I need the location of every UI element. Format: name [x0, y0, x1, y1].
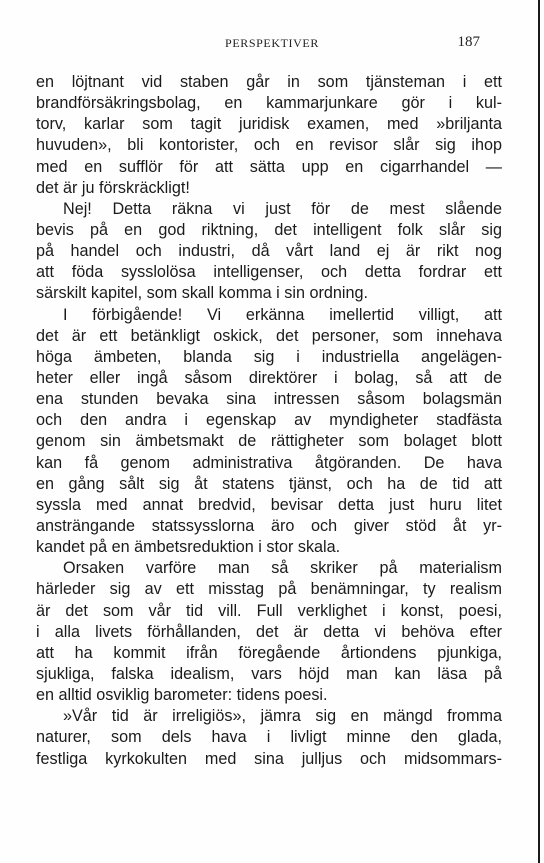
text-line: Nej! Detta räkna vi just för de mest slående	[63, 199, 502, 218]
text-line: en alltid osviklig barometer: tidens poesi.	[36, 686, 328, 705]
running-title: PERSPEKTIVER	[225, 36, 319, 50]
text-line: ena stunden bevaka sina intressen såsom bolagsmän	[36, 390, 502, 409]
text-line: på handel och industri, då vårt land ej är rikt nog	[36, 242, 502, 261]
text-line: i alla livets förhållanden, det är detta vi behöva efter	[36, 622, 502, 641]
page-edge-line	[538, 0, 540, 863]
text-line: festliga kyrkokulten med sina julljus och midsommars-	[36, 749, 502, 768]
text-line: att ha kommit ifrån föregående årtiondens pjunkiga,	[36, 643, 502, 662]
body-text	[36, 72, 502, 770]
text-line: med en sufflör för att sätta upp en cigarrhandel —	[36, 157, 502, 176]
text-line: det är ju förskräckligt!	[36, 178, 190, 197]
page-number: 187	[457, 34, 480, 50]
text-line: en löjtnant vid staben går in som tjänsteman i ett	[36, 73, 502, 91]
text-line: torv, karlar som tagit juridisk examen, med »briljanta	[36, 115, 502, 134]
text-line: ansträngande statssysslorna äro och giver stöd åt yr-	[36, 516, 502, 535]
text-line: genom sin ämbetsmakt de rättigheter som bolaget blott	[36, 432, 502, 451]
text-line: det är ett betänkligt oskick, det personer, som innehava	[36, 326, 502, 345]
text-line: naturer, som dels hava i livligt minne den glada,	[36, 728, 502, 747]
text-line: att föda sysslolösa intelligenser, och detta fordrar ett	[36, 263, 502, 282]
text-line: Orsaken varföre man så skriker på materialism	[63, 559, 502, 578]
text-line: kan få genom administrativa åtgöranden. De hava	[36, 453, 502, 472]
text-line: I förbigående! Vi erkänna imellertid villigt, att	[63, 305, 502, 324]
text-line: syssla med annat bredvid, bevisar detta just huru litet	[36, 495, 502, 514]
text-line: härleder sig av ett misstag på benämningar, ty realism	[36, 580, 502, 599]
text-line: bevis på en god riktning, det intelligent folk slår sig	[36, 220, 502, 239]
text-line: särskilt kapitel, som skall komma i sin ordning.	[36, 284, 368, 303]
text-line: är det som vår tid vill. Full verklighet i konst, poesi,	[36, 601, 502, 620]
text-line: och den andra i egenskap av myndigheter stadfästa	[36, 411, 502, 430]
text-line: sjukliga, falska idealism, vars höjd man kan läsa på	[36, 664, 502, 683]
text-line: brandförsäkringsbolag, en kammarjunkare gör i kul-	[36, 94, 502, 113]
text-line: huvuden», bli kontorister, och en revisor slår sig ihop	[36, 136, 502, 155]
text-line: »Vår tid är irreligiös», jämra sig en mängd fromma	[63, 707, 502, 726]
text-line: kandet på en ämbetsreduktion i stor skala.	[36, 538, 341, 557]
text-line: en gång sålt sig åt statens tjänst, och ha de tid att	[36, 474, 502, 493]
text-line: heter eller ingå såsom direktörer i bolag, så att de	[36, 368, 502, 387]
text-line: höga ämbeten, blanda sig i industriella angelägen-	[36, 347, 502, 366]
